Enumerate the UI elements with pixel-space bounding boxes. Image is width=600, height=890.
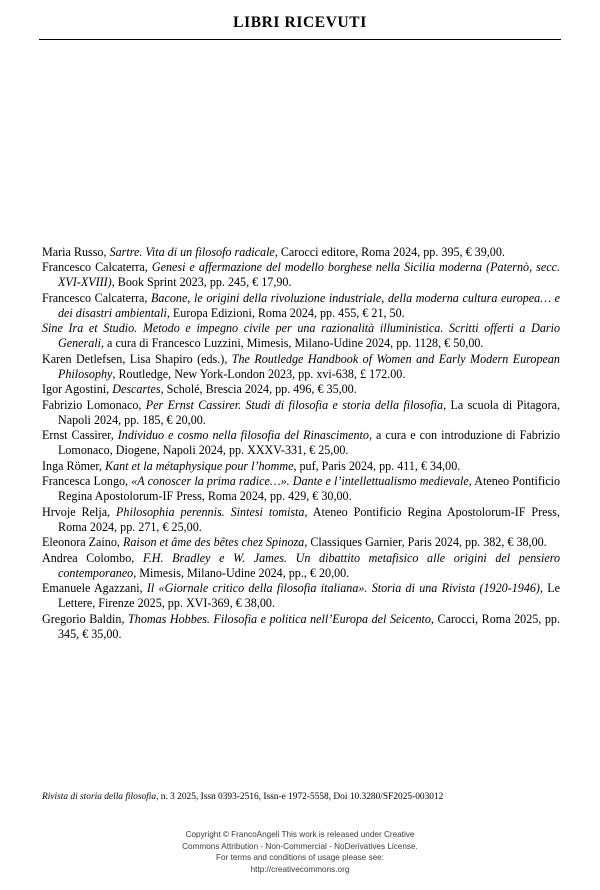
entry-title: Individuo e cosmo nella filosofia del Rinascimento	[117, 428, 369, 443]
footer-line-3: For terms and conditions of usage please see:	[216, 853, 384, 863]
entry-title: Genesi e affermazione del modello borghese nella Sicilia moderna (Paternò, secc. XVI-XVIII)	[58, 260, 561, 290]
entry-title: F.H. Bradley e W. James. Un dibattito metafisico alle origini del pensiero contemporaneo	[58, 550, 560, 580]
entry-title: Il «Giornale critico della filosofia italiana». Storia di una Rivista (1920-1946)	[146, 581, 540, 596]
entry-title: «A conoscer la prima radice…». Dante e l’intellettualismo medievale	[131, 474, 469, 489]
bibliography-entry	[42, 612, 560, 642]
journal-details: , n. 3 2025, Issn 0393-2516, Issn-e 1972-5558, Doi 10.3280/SF2025-003012	[156, 792, 444, 802]
entry-publication-info: , Ateneo Pontificio Regina Apostolorum-IF Press, Roma 2024, pp. 429, € 30,00.	[58, 474, 560, 504]
bibliography-list	[42, 245, 560, 642]
entry-title: Bacone, le origini della rivoluzione industriale, della moderna cultura europea… e dei disastri ambientali	[58, 290, 560, 320]
entry-title: Descartes	[112, 382, 161, 397]
footer-line-2: Commons Attribution - Non-Commercial - NoDerivatives License.	[182, 841, 418, 851]
entry-title: Philosophia perennis. Sintesi tomista	[116, 504, 305, 519]
entry-author: Emanuele Agazzani,	[42, 581, 147, 596]
copyright-footer	[0, 829, 600, 875]
entry-publication-info: , Ateneo Pontificio Regina Apostolorum-IF Press, Roma 2024, pp. 271, € 25,00.	[58, 504, 560, 534]
entry-publication-info: , Scholé, Brescia 2024, pp. 496, € 35,00.	[160, 382, 357, 397]
entry-publication-info: , Le Lettere, Firenze 2025, pp. XVI-369, € 38,00.	[58, 581, 560, 611]
entry-title: Kant et la métaphysique pour l’homme	[105, 458, 294, 473]
entry-publication-info: , Mimesis, Milano-Udine 2024, pp., € 20,00.	[133, 565, 350, 580]
bibliography-entry	[42, 459, 560, 474]
bibliography-entry	[42, 505, 560, 535]
entry-title: Per Ernst Cassirer. Studi di filosofia e storia della filosofia	[145, 397, 444, 412]
entry-publication-info: , a cura di Francesco Luzzini, Mimesis, Milano-Udine 2024, pp. 1128, € 50,00.	[101, 336, 484, 351]
entry-publication-info: , Europa Edizioni, Roma 2024, pp. 455, € 21, 50.	[166, 305, 405, 320]
entry-publication-info: , La scuola di Pitagora, Napoli 2024, pp. 185, € 20,00.	[58, 397, 560, 427]
entry-author: Francesco Calcaterra,	[42, 260, 152, 275]
entry-author: Hrvoje Relja,	[42, 504, 117, 519]
bibliography-entry	[42, 291, 560, 321]
entry-title: Sine Ira et Studio. Metodo e impegno civile per una razionalità illuministica. Scritti offerti a Dario Generali	[42, 321, 560, 351]
entry-author: Francesca Longo,	[42, 474, 132, 489]
entry-publication-info: , Carocci, Roma 2025, pp. 345, € 35,00.	[58, 611, 560, 641]
title-divider	[39, 39, 561, 40]
entry-author: Fabrizio Lomonaco,	[42, 397, 146, 412]
bibliography-entry	[42, 382, 560, 397]
footer-line-4: http://creativecommons.org	[250, 864, 350, 874]
journal-name: Rivista di storia della filosofia	[42, 792, 157, 802]
entry-author: Maria Russo,	[42, 245, 110, 259]
bibliography-entry	[42, 581, 560, 611]
entry-title: Raison et âme des bêtes chez Spinoza	[122, 535, 305, 550]
bibliography-entry	[42, 245, 560, 260]
entry-author: Igor Agostini,	[42, 382, 113, 397]
entry-publication-info: , Book Sprint 2023, pp. 245, € 17,90.	[111, 275, 292, 290]
bibliography-entry	[42, 398, 560, 428]
entry-author: Inga Römer,	[42, 458, 105, 473]
entry-title: The Routledge Handbook of Women and Early Modern European Philosophy	[58, 351, 560, 381]
bibliography-entry	[42, 321, 560, 351]
entry-author: Gregorio Baldin,	[42, 611, 129, 626]
entry-author: Karen Detlefsen, Lisa Shapiro (eds.),	[42, 351, 232, 366]
entry-author: Francesco Calcaterra,	[42, 290, 152, 305]
footer-line-1: Copyright © FrancoAngeli This work is released under Creative	[185, 830, 415, 839]
bibliography-entry	[42, 352, 560, 382]
bibliography-entry	[42, 551, 560, 581]
bibliography-entry	[42, 474, 560, 504]
entry-author: Eleonora Zaino,	[42, 535, 123, 550]
bibliography-entry	[42, 260, 560, 290]
entry-title: Thomas Hobbes. Filosofia e politica nell’Europa del Seicento	[128, 611, 431, 626]
page-title: LIBRI RICEVUTI	[233, 14, 367, 31]
entry-publication-info: , Routledge, New York-London 2023, pp. xvi-638, £ 172.00.	[112, 366, 406, 381]
entry-publication-info: , Classiques Garnier, Paris 2024, pp. 382, € 38,00.	[304, 535, 547, 550]
entry-title: Sartre. Vita di un filosofo radicale	[109, 245, 275, 259]
bibliography-entry	[42, 428, 560, 458]
page-header	[0, 0, 600, 40]
entry-author: Ernst Cassirer,	[42, 428, 118, 443]
bibliography-entry	[42, 535, 560, 550]
entry-author: Andrea Colombo,	[42, 550, 143, 565]
entry-publication-info: , a cura e con introduzione di Fabrizio Lomonaco, Diogene, Napoli 2024, pp. XXXV-331, € 25,00.	[58, 428, 560, 458]
journal-source-line	[42, 791, 562, 803]
entry-publication-info: , Carocci editore, Roma 2024, pp. 395, € 39,00.	[274, 245, 505, 259]
entry-publication-info: , puf, Paris 2024, pp. 411, € 34,00.	[293, 458, 461, 473]
